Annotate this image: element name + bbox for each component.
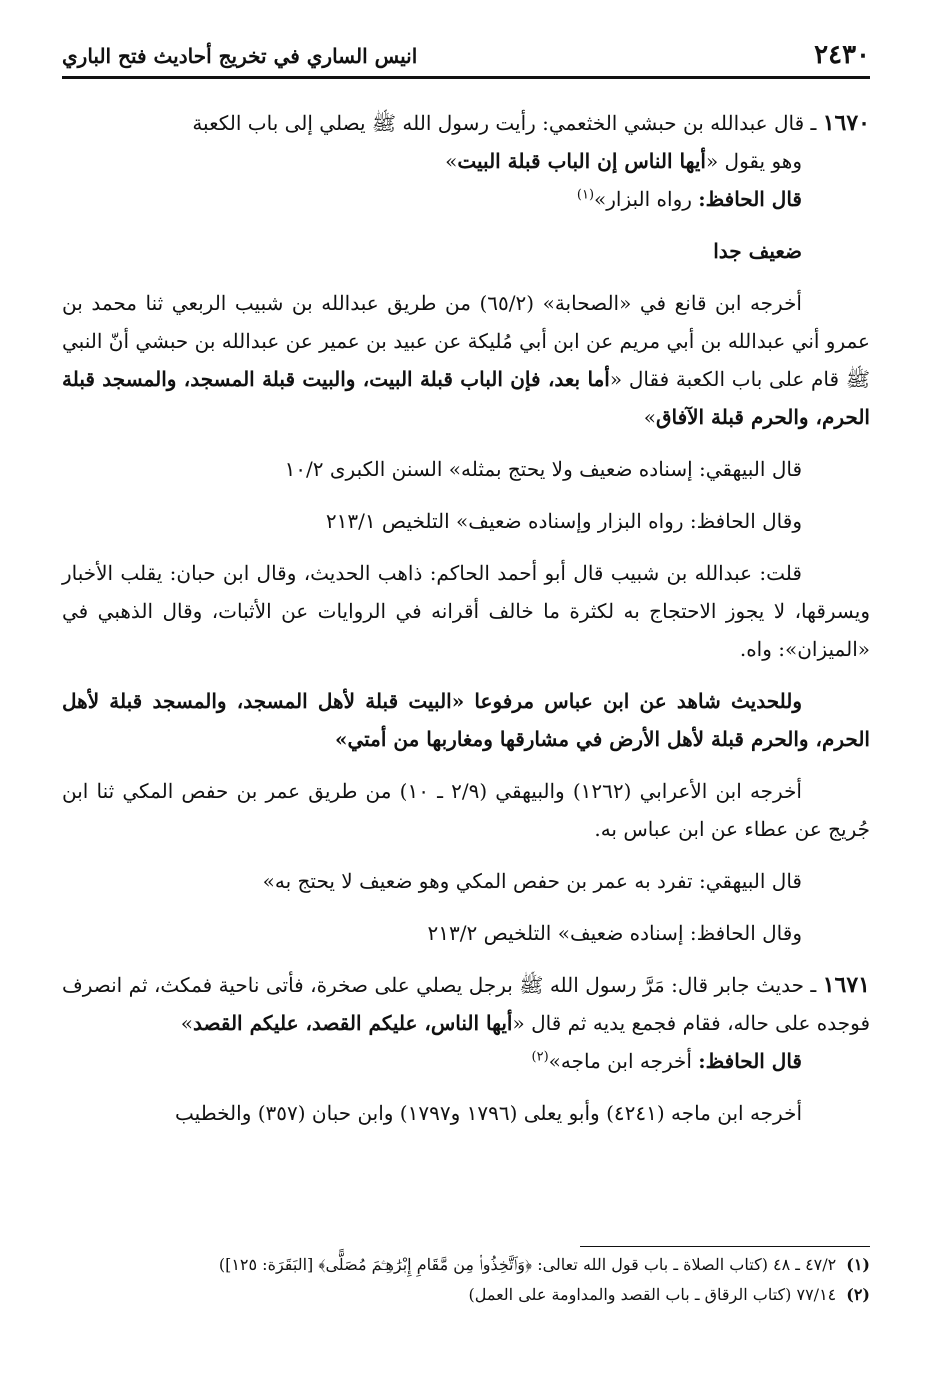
takhrij-paragraph (62, 284, 870, 436)
hadith-text-continued (62, 142, 870, 180)
footnote-ref: (١) (576, 187, 595, 203)
takhrij3-paragraph (62, 1094, 870, 1132)
takhrij-quote: أما بعد، فإن الباب قبلة البيت، والبيت قبلة المسجد، والمسجد قبلة الحرم، والحرم قبلة الآفاق (62, 367, 870, 429)
footnote-divider (580, 1246, 870, 1247)
footnote-ref: (٢) (531, 1049, 549, 1065)
takhrij3-text: أخرجه ابن ماجه (٤٢٤١) وأبو يعلى (١٧٩٦ و١٧٩٧) وابن حبان (٣٥٧) والخطيب (175, 1101, 802, 1125)
hadith-quote: أيها الناس إن الباب قبلة البيت (457, 149, 706, 173)
hadith-number: ١٦٧٠ (822, 110, 870, 136)
page-body (62, 104, 870, 1132)
footnote-text: ٤٧/٢ ـ ٤٨ (كتاب الصلاة ـ باب قول الله تعالى: ﴿وَٱتَّخِذُوا۟ مِن مَّقَامِ إِبْرَٰهِـۧمَ مُصَلًّى﴾ [البَقَرَة: ١٢٥]) (218, 1255, 837, 1274)
running-header (62, 40, 870, 74)
footnotes (62, 1250, 870, 1310)
qultu-paragraph (62, 554, 870, 668)
hafiz-label: قال الحافظ: (698, 1049, 802, 1073)
quote-close: » (180, 1011, 193, 1035)
takhrij2-text: أخرجه ابن الأعرابي (١٢٦٢) والبيهقي (٢/٩ ـ ١٠) من طريق عمر بن حفص المكي ثنا ابن جُريج عن عطاء عن ابن عباس به. (62, 779, 870, 841)
hadith-text: ـ قال عبدالله بن حبشي الخثعمي: رأيت رسول الله ﷺ يصلي إلى باب الكعبة (192, 111, 817, 135)
header-divider (62, 76, 870, 79)
footnote-number: (٢) (846, 1285, 870, 1304)
page-number: ٢٤٣٠ (814, 40, 870, 70)
hadith-1670 (62, 104, 870, 142)
hadith-text-lead: وهو يقول « (705, 149, 802, 173)
hadith-1671 (62, 966, 870, 1042)
hafiz-text: رواه البزار» (594, 187, 692, 211)
book-title: انيس الساري في تخريج أحاديث فتح الباري (62, 44, 418, 68)
takhrij-text: أخرجه ابن قانع في «الصحابة» (٦٥/٢) من طريق عبدالله بن شبيب الربعي ثنا محمد بن عمرو أني عبدالله بن أبي مريم عن ابن أبي مُليكة عن عبيد بن عمير عن عبدالله بن حبشي أنّ النبي ﷺ قام على باب الكعبة فقال « (62, 291, 870, 391)
shahid-text: وللحديث شاهد عن ابن عباس مرفوعا «البيت قبلة لأهل المسجد، والمسجد قبلة لأهل الحرم، والحرم قبلة لأهل الأرض في مشارقها ومغاربها من أمتي» (62, 689, 870, 751)
shahid-paragraph (62, 682, 870, 758)
takhrij2-paragraph (62, 772, 870, 848)
hafiz-comment-2: وقال الحافظ: إسناده ضعيف» التلخيص ٢١٣/٢ (427, 921, 802, 945)
hafiz-label: قال الحافظ: (698, 187, 802, 211)
bayhaqi-comment: قال البيهقي: إسناده ضعيف ولا يحتج بمثله» السنن الكبرى ١٠/٢ (284, 457, 802, 481)
footnote-text: ٧٧/١٤ (كتاب الرقاق ـ باب القصد والمداومة على العمل) (468, 1285, 837, 1304)
bayhaqi-comment-2: قال البيهقي: تفرد به عمر بن حفص المكي وهو ضعيف لا يحتج به» (262, 869, 802, 893)
hafiz-verdict (62, 180, 870, 218)
hadith-number: ١٦٧١ (822, 972, 870, 998)
quote-close: » (643, 405, 656, 429)
footnote-number: (١) (846, 1255, 870, 1274)
hafiz-text: أخرجه ابن ماجه» (548, 1049, 692, 1073)
hafiz-verdict-2 (62, 1042, 870, 1080)
qultu-text: قلت: عبدالله بن شبيب قال أبو أحمد الحاكم: ذاهب الحديث، وقال ابن حبان: يقلب الأخبار ويسرقها، لا يجوز الاحتجاج به لكثرة ما خالف أقرانه في الروايات عن الأثبات، وقال الذهبي في «الميزان»: واه. (62, 561, 870, 661)
book-page (62, 22, 870, 1362)
hadith-quote: أيها الناس، عليكم القصد، عليكم القصد (193, 1011, 513, 1035)
footnote-item (62, 1250, 870, 1280)
grade: ضعيف جدا (713, 239, 802, 263)
quote-close: » (445, 149, 458, 173)
footnote-item (62, 1280, 870, 1310)
hafiz-comment: وقال الحافظ: رواه البزار وإسناده ضعيف» التلخيص ٢١٣/١ (325, 509, 802, 533)
hadith-text: ـ حديث جابر قال: مَرَّ رسول الله ﷺ برجل يصلي على صخرة، فأتى ناحية فمكث، ثم انصرف فوجده على حاله، فقام فجمع يديه ثم قال « (62, 973, 870, 1035)
